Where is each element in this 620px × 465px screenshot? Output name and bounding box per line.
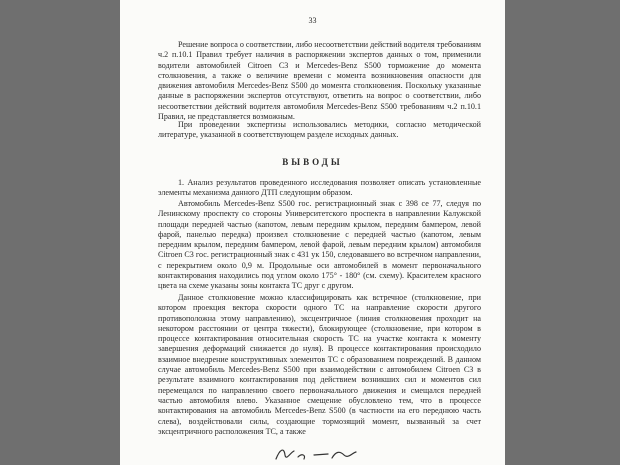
paragraph-driver-assessment: Решение вопроса о соответствии, либо несоответствии действий водителя требованиям ч.2 п.10.1 Правил требует наличия в распоряжении экспертов данных о том, применили водители автомобилей Citroen C3 и Mercedes-Benz S500 торможение до момента столкновения, а также о величине времени с момента возникновения опасности для движения автомобиля Mercedes-Benz S500 до момента столкновения. Поскольку указанные данные в распоряжении экспертов отсутствуют, ответить на вопрос о соответствии, либо несоответствии действий водителя автомобиля Mercedes-Benz S500 требованиям ч.2 п.10.1 Правил, не представляется возможным. (158, 40, 482, 122)
paragraph-methods: При проведении экспертизы использовались методики, согласно методической литературе, указанной в соответствующем разделе исходных данных. (158, 120, 481, 140)
page-number: 33 (308, 16, 317, 25)
document-page (120, 0, 505, 465)
conclusions-heading: ВЫВОДЫ (282, 157, 343, 167)
conclusion-collision-classification: Данное столкновение можно классифицировать как встречное (столкновение, при котором проекция вектора скорости одного ТС на направление скорости другого противоположна этому направлению), эксцентричное (линия столкновения проходит на некотором расстоянии от центра тяжести), блокирующее (столкновение, при котором в процессе контактирования относительная скорость ТС на участке контакта к моменту завершения деформаций снижается до нуля). В процессе контактирования происходило взаимное внедрение конструктивных элементов ТС с образованием повреждений. В данном случае автомобиль Mercedes-Benz S500 при взаимодействии с автомобилем Citroen C3 в результате взаимного контактирования под действием возникших сил и моментов сил перемещался по направлению своего первоначального движения и смещался передней частью автомобиля влево. Указанное смещение обусловлено тем, что в процессе контактирования на автомобиль Mercedes-Benz S500 (в частности на его переднюю часть слева), воздействовали силы, создающие тормозящий момент, вызванный за счет эксцентричного расположения ТС, а также (158, 293, 481, 436)
signature (270, 443, 360, 465)
conclusion-item-1: 1. Анализ результатов проведенного исследования позволяет описать установленные элементы механизма данного ДТП следующим образом. (158, 178, 481, 198)
conclusion-collision-description: Автомобиль Mercedes-Benz S500 гос. регистрационный знак с 398 се 77, следуя по Ленинскому проспекту со стороны Университетского проспекта в направлении Калужской площади передней частью (капотом, левым передним крылом, передним бампером, левой фарой, панелью передка) произвел столкновение с передней частью (капотом, левым передним крылом, передним бампером, левой фарой, левым передним крылом) автомобиля Citroen C3 гос. регистрационный знак с 431 ук 150, следовавшего во встречном направлении, с перекрытием около 0,9 м. Продольные оси автомобилей в момент первоначального контактирования находились под углом около 175° - 180° (см. схему). Красителем красного цвета на схеме указаны зоны контакта ТС друг с другом. (158, 199, 481, 291)
